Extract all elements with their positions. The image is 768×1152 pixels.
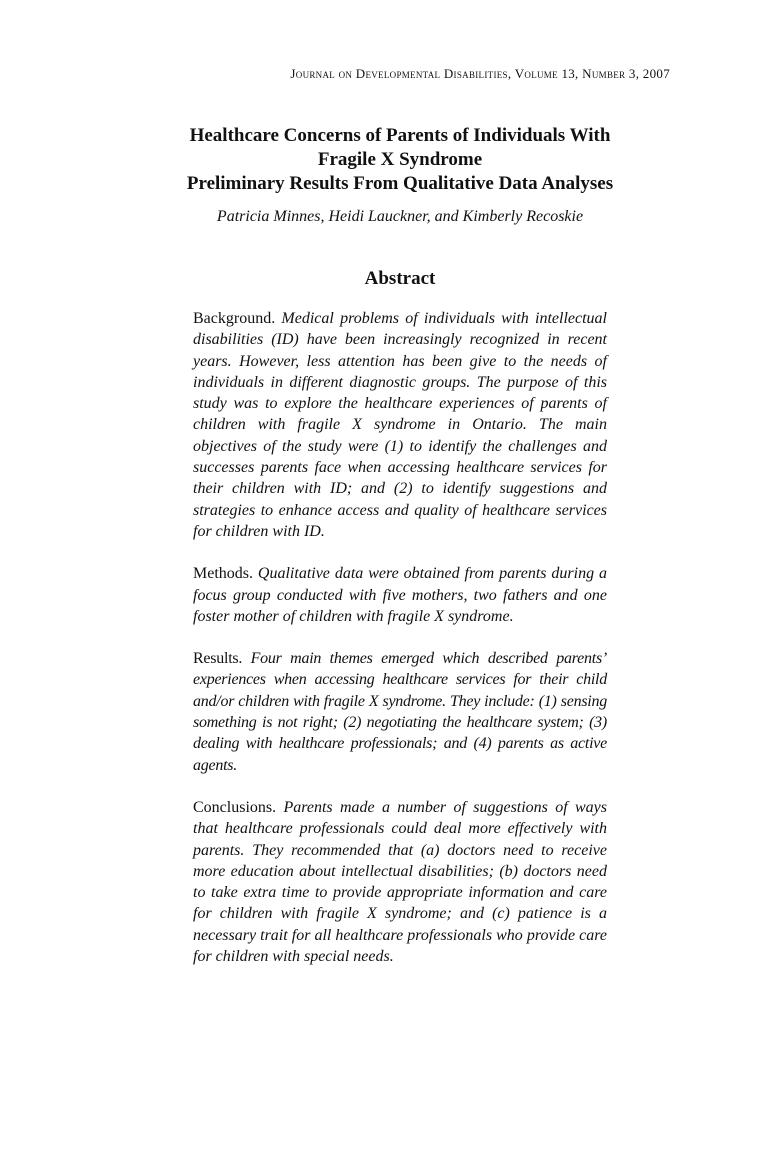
title-line: Fragile X Syndrome xyxy=(317,149,483,170)
section-text: Parents made a number of suggestions of ways that healthcare professionals could deal more effectively with parents. They recommended that (a) doctors need to receive more education about intellectual disabilities; (b) doctors need to take extra time to provide appropriate information and care for children with fragile X syndrome; and (c) patience is a necessary trait for all healthcare professionals who provide care for children with special needs. xyxy=(193,798,608,966)
section-text: Four main themes emerged which described parents’ experiences when accessing healthcare services for their child and/or children with fragile X syndrome. They include: (1) sensing something is not right; (2) negotiating the healthcare system; (3) dealing with healthcare professionals; and (4) parents as active agents. xyxy=(193,650,608,774)
running-head: Journal on Developmental Disabilities, Volume 13, Number 3, 2007 xyxy=(290,66,670,81)
section-text: Qualitative data were obtained from parents during a focus group conducted with five mothers, two fathers and one foster mother of children with fragile X syndrome. xyxy=(193,565,608,625)
section-label: Background. xyxy=(193,310,276,327)
abstract-body xyxy=(193,308,607,988)
section-label: Results. xyxy=(193,650,243,668)
abstract-conclusions xyxy=(193,797,607,967)
section-text: Medical problems of individuals with intellectual disabilities (ID) have been increasingly recognized in recent years. However, less attention has been give to the needs of individuals in different diagnostic groups. The purpose of this study was to explore the healthcare experiences of parents of children with fragile X syndrome in Ontario. The main objectives of the study were (1) to identify the challenges and successes parents face when accessing healthcare services for their children with ID; and (2) to identify suggestions and strategies to enhance access and quality of healthcare services for children with ID. xyxy=(193,310,607,540)
title-line: Preliminary Results From Qualitative Data Analyses xyxy=(186,173,614,194)
section-label: Conclusions. xyxy=(193,798,277,816)
section-label: Methods. xyxy=(193,565,253,583)
abstract-methods xyxy=(193,563,607,627)
abstract-results xyxy=(193,648,607,776)
abstract-background xyxy=(193,308,607,542)
article-title xyxy=(0,124,768,196)
title-line: Healthcare Concerns of Parents of Individuals With xyxy=(189,125,611,146)
abstract-heading: Abstract xyxy=(364,268,436,289)
author-list: Patricia Minnes, Heidi Lauckner, and Kimberly Recoskie xyxy=(216,208,584,225)
